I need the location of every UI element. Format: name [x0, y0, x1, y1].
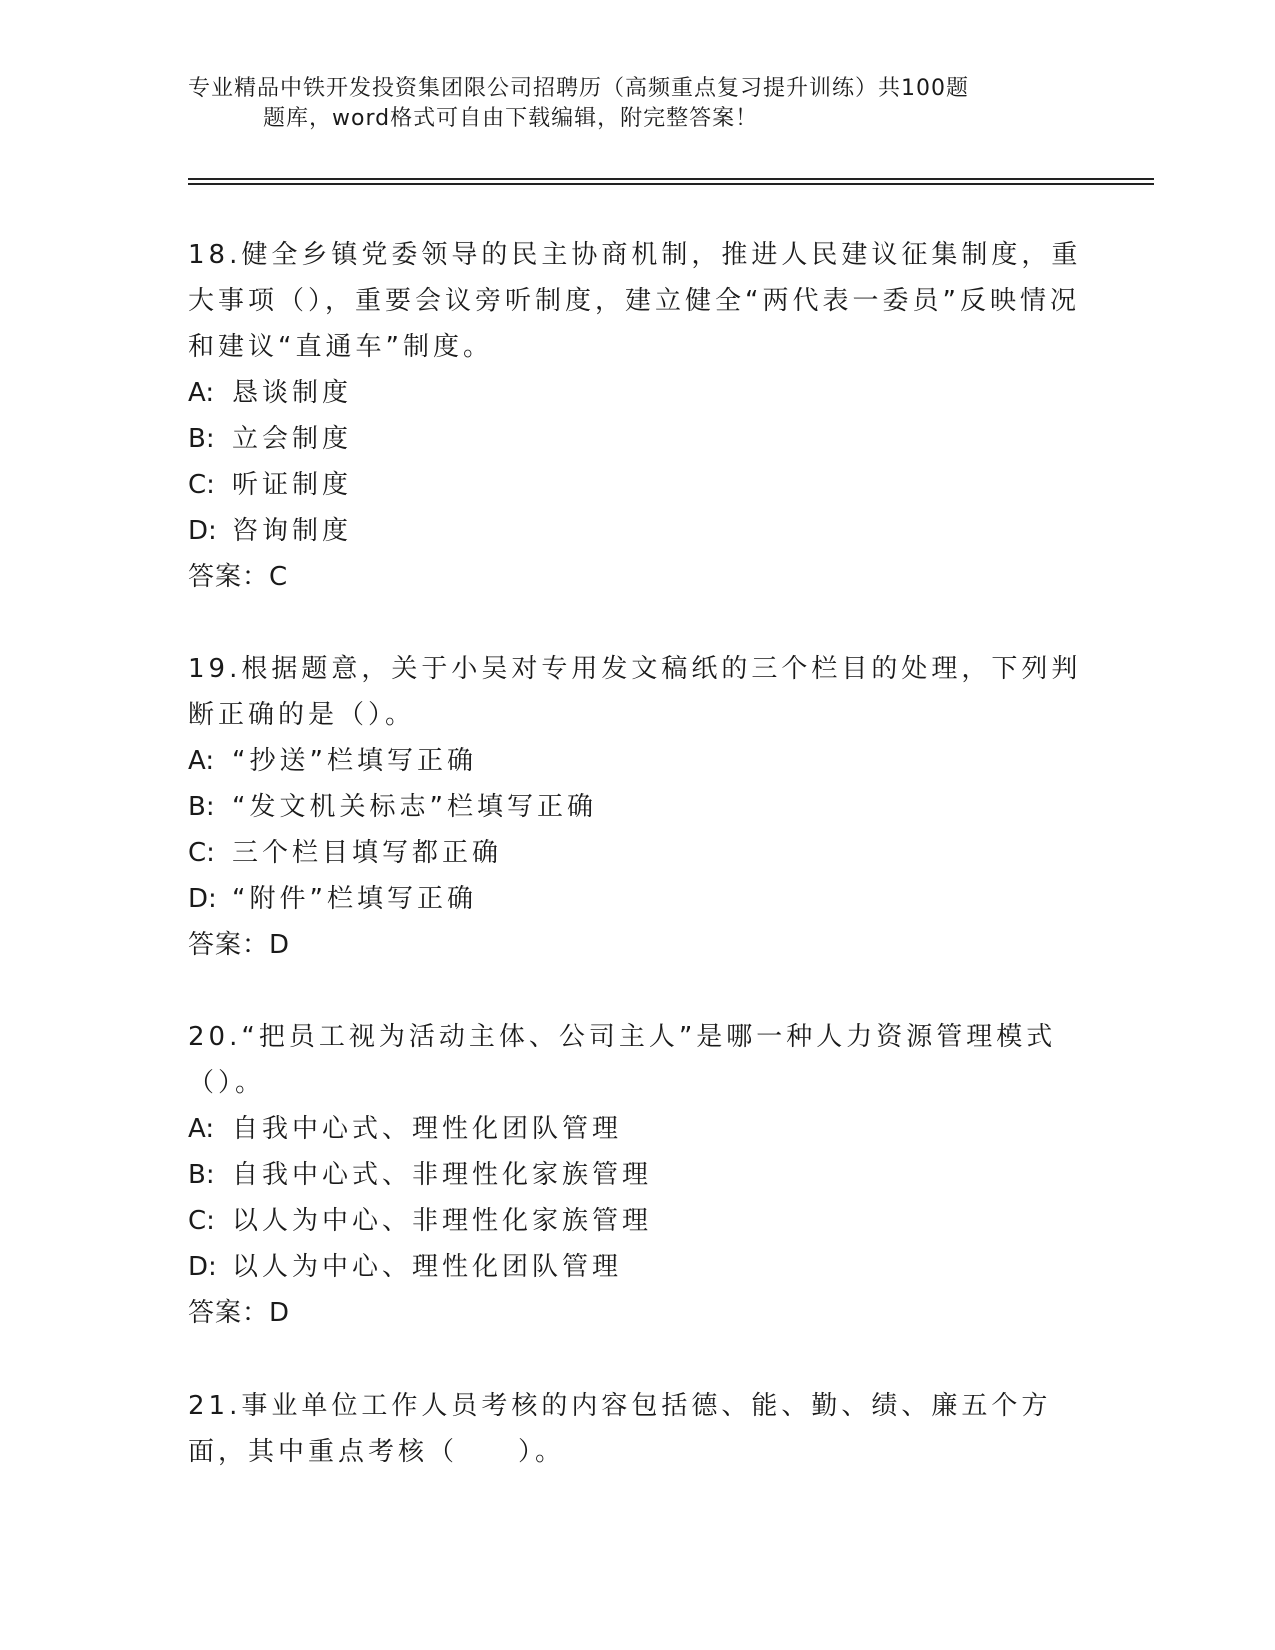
- option-key: C:: [188, 838, 215, 868]
- option-text: 咨询制度: [232, 516, 353, 546]
- question-18: [188, 232, 1088, 600]
- answer: 答案：C: [188, 562, 289, 592]
- option-text: 三个栏目填写都正确: [232, 838, 503, 868]
- option-key: A:: [188, 746, 215, 776]
- question-21: [188, 1383, 1088, 1475]
- option-key: B:: [188, 1160, 215, 1190]
- option-text: 自我中心式、非理性化家族管理: [232, 1160, 653, 1190]
- option-key: B:: [188, 424, 215, 454]
- option-c: [188, 462, 1088, 508]
- question-stem: 21.事业单位工作人员考核的内容包括德、能、勤、绩、廉五个方面，其中重点考核（ ）。: [188, 1391, 1052, 1467]
- option-b: [188, 784, 1088, 830]
- header-divider-bottom: [188, 183, 1154, 185]
- question-19: [188, 646, 1088, 968]
- option-text: 立会制度: [232, 424, 353, 454]
- option-key: C:: [188, 470, 215, 500]
- option-text: “附件”栏填写正确: [232, 884, 477, 914]
- question-stem: 19.根据题意，关于小吴对专用发文稿纸的三个栏目的处理，下列判断正确的是（）。: [188, 654, 1082, 730]
- option-key: D:: [188, 1252, 217, 1282]
- document-title-line-1: 专业精品中铁开发投资集团限公司招聘历（高频重点复习提升训练）共100题: [188, 76, 969, 101]
- option-c: [188, 830, 1088, 876]
- option-key: A:: [188, 1114, 215, 1144]
- option-b: [188, 416, 1088, 462]
- option-key: D:: [188, 516, 217, 546]
- option-text: 自我中心式、理性化团队管理: [232, 1114, 623, 1144]
- option-d: [188, 508, 1088, 554]
- document-title-line-2: 题库，word格式可自由下载编辑，附完整答案！: [263, 106, 759, 131]
- answer: 答案：D: [188, 930, 291, 960]
- option-a: [188, 738, 1088, 784]
- option-a: [188, 1106, 1088, 1152]
- answer: 答案：D: [188, 1298, 291, 1328]
- option-text: 以人为中心、非理性化家族管理: [232, 1206, 653, 1236]
- option-d: [188, 876, 1088, 922]
- question-20: [188, 1014, 1088, 1336]
- option-a: [188, 370, 1088, 416]
- option-text: 以人为中心、理性化团队管理: [232, 1252, 623, 1282]
- option-text: 恳谈制度: [232, 378, 353, 408]
- question-stem: 20.“把员工视为活动主体、公司主人”是哪一种人力资源管理模式（）。: [188, 1022, 1057, 1098]
- option-b: [188, 1152, 1088, 1198]
- option-text: 听证制度: [232, 470, 353, 500]
- option-key: C:: [188, 1206, 215, 1236]
- question-stem: 18.健全乡镇党委领导的民主协商机制，推进人民建议征集制度，重大事项（），重要会议旁听制度，建立健全“两代表一委员”反映情况和建议“直通车”制度。: [188, 240, 1082, 362]
- option-key: D:: [188, 884, 217, 914]
- option-key: A:: [188, 378, 215, 408]
- header-divider-top: [188, 178, 1154, 180]
- option-d: [188, 1244, 1088, 1290]
- document-header: [188, 74, 1068, 134]
- option-key: B:: [188, 792, 215, 822]
- option-text: “抄送”栏填写正确: [232, 746, 477, 776]
- option-text: “发文机关标志”栏填写正确: [232, 792, 597, 822]
- option-c: [188, 1198, 1088, 1244]
